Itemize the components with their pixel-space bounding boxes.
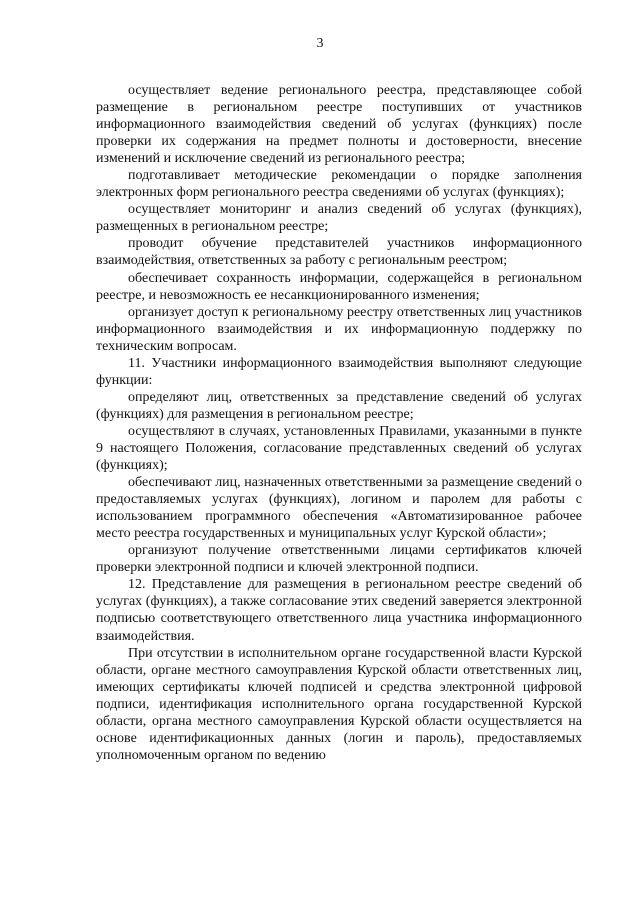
paragraph-maintain-registry: осуществляет ведение регионального реестра, представляющее собой размещение в региональном реестре поступивших от участников информационного взаимодействия сведений об услугах (функциях) после проверки их содержания на предмет полноты и достоверности, внесение изменений и исключение сведений из регионального реестра; xyxy=(96,83,582,167)
paragraph-access: организует доступ к региональному реестру ответственных лиц участников информационного взаимодействия и их информационную поддержку по техническим вопросам. xyxy=(96,304,582,354)
paragraph-absence: При отсутствии в исполнительном органе государственной власти Курской области, органе местного самоуправления Курской области ответственных лиц, имеющих сертификаты ключей подписей и средства электронной цифровой подписи, идентификация исполнительного органа государственной Курской области, органа местного самоуправления Курской области осуществляется на основе идентификационных данных (логин и пароль), предоставляемых уполномоченным органом по ведению xyxy=(96,645,582,763)
paragraph-login-password: обеспечивают лиц, назначенных ответственными за размещение сведений о предоставляемых услугах (функциях), логином и паролем для работы с использованием программного обеспечения «Автоматизированное рабочее место реестра государственных и муниципальных услуг Курской области»; xyxy=(96,475,582,542)
paragraph-certificates: организуют получение ответственными лицами сертификатов ключей проверки электронной подписи и ключей электронной подписи. xyxy=(96,543,582,576)
paragraph-approval: осуществляют в случаях, установленных Правилами, указанными в пункте 9 настоящего Положения, согласование представленных сведений об услугах (функциях); xyxy=(96,423,582,474)
paragraph-method-recommendations: подготавливает методические рекомендации о порядке заполнения электронных форм регионального реестра сведениями об услугах (функциях); xyxy=(96,168,582,201)
paragraph-item-11: 11. Участники информационного взаимодействия выполняют следующие функции: xyxy=(96,355,582,388)
paragraph-training: проводит обучение представителей участников информационного взаимодействия, ответственных за работу с региональным реестром; xyxy=(96,236,582,269)
paragraph-monitoring: осуществляет мониторинг и анализ сведений об услугах (функциях), размещенных в региональном реестре; xyxy=(96,202,582,235)
page-number: 3 xyxy=(316,36,324,51)
document-body xyxy=(96,82,582,764)
paragraph-item-12: 12. Представление для размещения в региональном реестре сведений об услугах (функциях), а также согласование этих сведений заверяется электронной подписью соответствующего ответственного лица участника информационного взаимодействия. xyxy=(96,577,582,644)
paragraph-define-responsible: определяют лиц, ответственных за представление сведений об услугах (функциях) для размещения в региональном реестре; xyxy=(96,389,582,422)
paragraph-safety: обеспечивает сохранность информации, содержащейся в региональном реестре, и невозможность ее несанкционированного изменения; xyxy=(96,270,582,303)
